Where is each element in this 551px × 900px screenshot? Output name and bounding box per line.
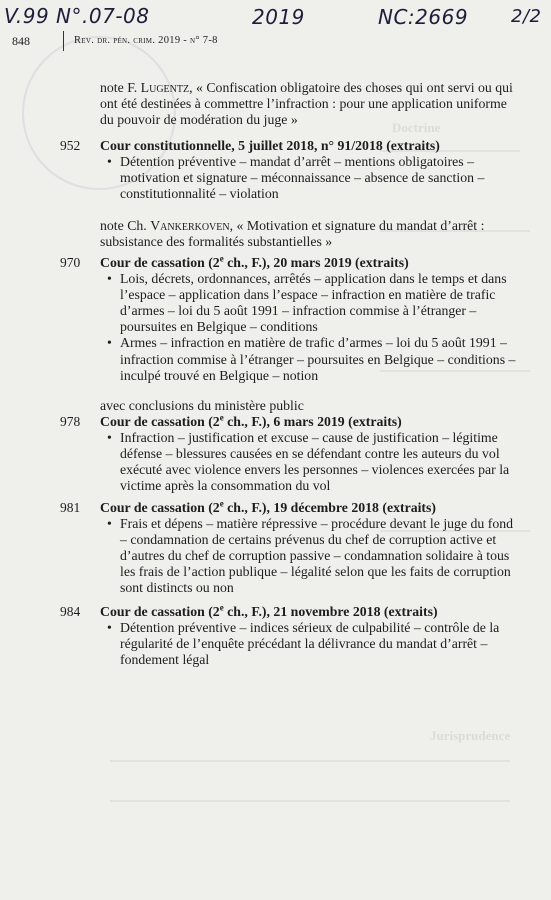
handwritten-volume-number: V.99 N°.07-08	[4, 4, 150, 28]
list-item	[100, 138, 520, 251]
keyword-bullet: • Armes – infraction en matière de trafic d’armes – loi du 5 août 1991 – infraction commise à l’étranger – poursuites en Belgique – conditions – inculpé trouvé en Belgique – notion	[110, 335, 520, 383]
entry-number: 978	[60, 414, 81, 429]
court-heading: Cour de cassation (2e ch., F.), 6 mars 2019 (extraits)	[100, 412, 402, 429]
journal-title: Rev. dr. pén. crim. 2019 - n° 7-8	[74, 35, 218, 46]
list-item	[100, 414, 520, 494]
list-item	[100, 255, 520, 414]
entry-number: 952	[60, 138, 81, 153]
court-heading: Cour de cassation (2e ch., F.), 19 décembre 2018 (extraits)	[100, 498, 436, 515]
entry-number: 984	[60, 604, 81, 619]
keyword-bullet: • Infraction – justification et excuse – cause de justification – légitime défense – blessures causées en se défendant contre les auteurs du vol exécuté avec violence envers les personnes – violences exercées par la victime après la consommation du vol	[110, 430, 520, 494]
keyword-bullet: • Frais et dépens – matière répressive – procédure devant le juge du fond – condamnation de certains prévenus du chef de corruption active et d’autres du chef de corruption passive – condamnation solidaire à tous les frais de l’action publique – légalité selon que les faits de corruption sont distincts ou non	[110, 516, 520, 596]
court-heading: Cour de cassation (2e ch., F.), 20 mars 2019 (extraits)	[100, 253, 409, 270]
list-item	[100, 500, 520, 597]
entry-number: 981	[60, 500, 81, 515]
conclusions-line: avec conclusions du ministère public	[100, 397, 304, 413]
note-line: note Ch. Vankerkoven, « Motivation et signature du mandat d’arrêt : subsistance des formalités substantielles »	[100, 218, 485, 250]
handwritten-reference: NC:2669	[378, 5, 469, 29]
handwritten-page-count: 2/2	[511, 6, 542, 27]
note-author: Vankerkoven	[150, 218, 230, 234]
note-author: Lugentz	[140, 80, 190, 95]
keyword-bullet: • Détention préventive – mandat d’arrêt – mentions obligatoires – motivation et signature – méconnaissance – absence de sanction – constitutionnalité – violation	[110, 154, 520, 202]
keyword-bullet: • Détention préventive – indices sérieux de culpabilité – contrôle de la régularité de l’enquête précédant la délivrance du mandat d’arrêt – fondement légal	[110, 620, 520, 668]
note-line: note F. Lugentz, « Confiscation obligatoire des choses qui ont servi ou qui ont été destinées à commettre l’infraction : pour une application uniforme du pouvoir de modération du juge »	[100, 80, 513, 128]
bleed-through-text: Jurisprudence	[430, 728, 511, 743]
keyword-bullet: • Lois, décrets, ordonnances, arrêtés – application dans le temps et dans l’espace – application dans l’espace – infraction en matière de trafic d’armes – loi du 5 août 1991 – infraction commise à l’étranger – poursuites en Belgique – conditions	[110, 271, 520, 335]
list-item	[100, 80, 520, 128]
court-heading: Cour constitutionnelle, 5 juillet 2018, n° 91/2018 (extraits)	[100, 138, 440, 153]
handwritten-year: 2019	[252, 5, 305, 29]
court-heading: Cour de cassation (2e ch., F.), 21 novembre 2018 (extraits)	[100, 602, 438, 619]
list-item	[100, 604, 520, 668]
bleed-through-text: Doctrine	[392, 120, 441, 135]
entry-number: 970	[60, 255, 81, 270]
page-number: 848	[12, 34, 30, 48]
